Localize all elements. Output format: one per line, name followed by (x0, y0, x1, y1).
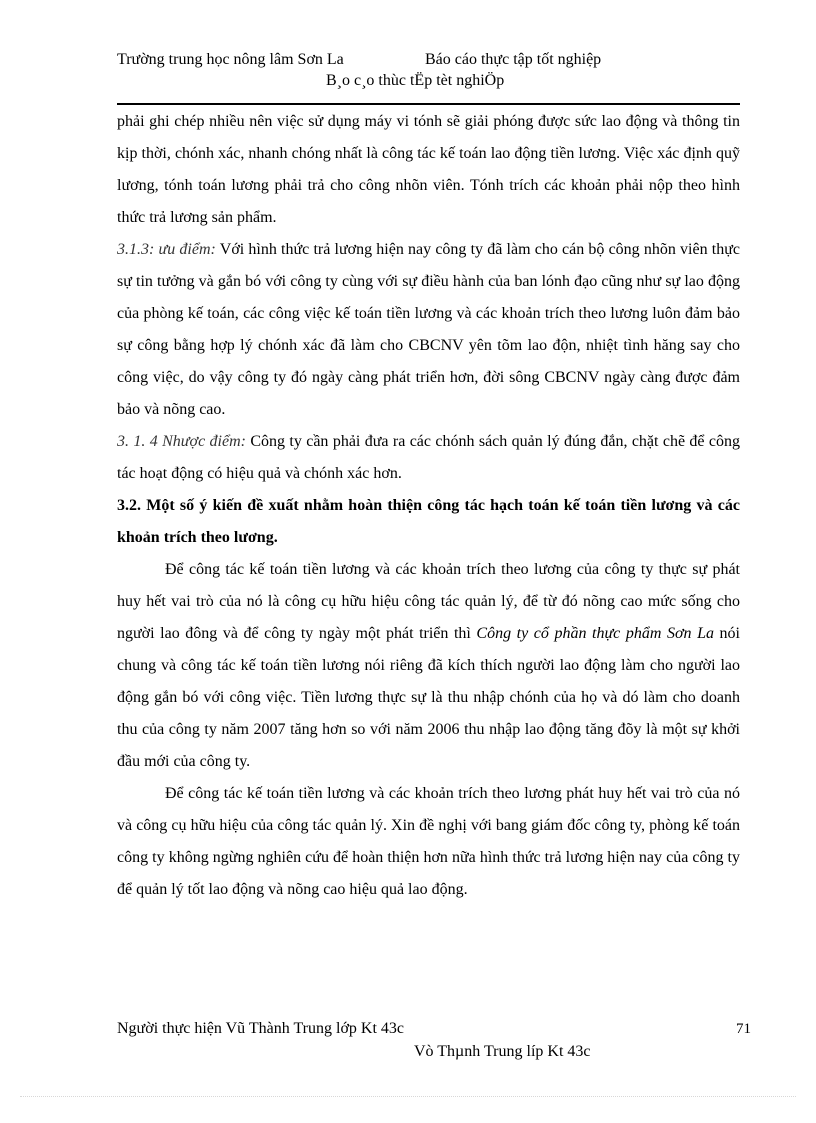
section-3-1-3 (117, 234, 740, 426)
header-rule (117, 103, 740, 105)
report-title-legacy: B¸o c¸o thùc tËp tèt nghiÖp (326, 72, 505, 89)
section-3-1-4-heading: 3. 1. 4 Nhược điểm: (117, 433, 246, 450)
proposal-1-text-a: Để công tác kế toán tiền lương và các khoản trích theo lương của công ty thực sự phát huy hết vai trò của nó là công cụ hữu hiệu công tác quản lý, để từ đó nõng cao mức sống cho người lao đông và để công ty ngày một phát triển thì (117, 561, 740, 642)
footer-author-legacy: Vò Thµnh Trung líp Kt 43c (414, 1043, 591, 1060)
page-bottom-dotted-line (20, 1096, 796, 1097)
section-3-2-title: 3.2. Một số ý kiến đề xuất nhằm hoàn thiện công tác hạch toán kế toán tiền lương và các khoản trích theo lương. (117, 497, 740, 546)
report-title: Báo cáo thực tập tốt nghiệp (425, 51, 602, 68)
section-3-1-3-heading: 3.1.3: ưu điểm: (117, 241, 216, 258)
footer-author: Người thực hiện Vũ Thành Trung lớp Kt 43c (117, 1020, 405, 1037)
company-name: Công ty cổ phần thực phẩm Sơn La (476, 625, 714, 642)
paragraph-proposal-1 (117, 554, 740, 778)
page-header (117, 50, 601, 70)
proposal-1-text-b: nói chung và công tác kế toán tiền lương nói riêng đã kích thích người lao động làm cho người lao động gắn bó với công việc. Tiền lương thực sự là thu nhập chónh của họ và dó làm cho doanh thu của công ty năm 2007 tăng hơn so với năm 2006 thu nhập lao động tăng đõy là một sự khởi đầu mới của công ty. (117, 625, 740, 770)
page-body (117, 106, 740, 906)
section-3-1-3-text: Với hình thức trả lương hiện nay công ty đã làm cho cán bộ công nhõn viên thực sự tin tưởng và gắn bó với công ty cùng với sự điều hành của ban lónh đạo cũng như sự lao động của phòng kế toán, các công việc kế toán tiền lương và các khoản trích theo lương luôn đảm bảo sự công bằng hợp lý chónh xác đã làm cho CBCNV yên tõm lao độn, nhiệt tình hăng say cho công việc, do vậy công ty đó ngày càng phát triển hơn, đời sông CBCNV ngày càng được đảm bảo và nõng cao. (117, 241, 741, 418)
page-number: 71 (736, 1021, 751, 1037)
paragraph-proposal-2: Để công tác kế toán tiền lương và các khoản trích theo lương phát huy hết vai trò của nó và công cụ hữu hiệu của công tác quản lý. Xin đề nghị với bang giám đốc công ty, phòng kế toán công ty không ngừng nghiên cứu để hoàn thiện hơn nữa hình thức trả lương hiện nay của công ty để quản lý tốt lao động và nõng cao hiệu quả lao động. (117, 785, 740, 898)
school-name: Trường trung học nông lâm Sơn La (117, 51, 344, 68)
section-3-1-4-text: Công ty cần phải đưa ra các chónh sách quản lý đúng đắn, chặt chẽ để công tác hoạt động có hiệu quả và chónh xác hơn. (117, 433, 741, 482)
section-3-1-4 (117, 426, 740, 490)
paragraph-intro: phải ghi chép nhiều nên việc sử dụng máy vi tónh sẽ giải phóng được sức lao động và thông tin kịp thời, chónh xác, nhanh chóng nhất là công tác kế toán lao động tiền lương. Việc xác định quỹ lương, tónh toán lương phải trả cho công nhõn viên. Tónh trích các khoản phải nộp theo hình thức trả lương sản phẩm. (117, 113, 740, 226)
